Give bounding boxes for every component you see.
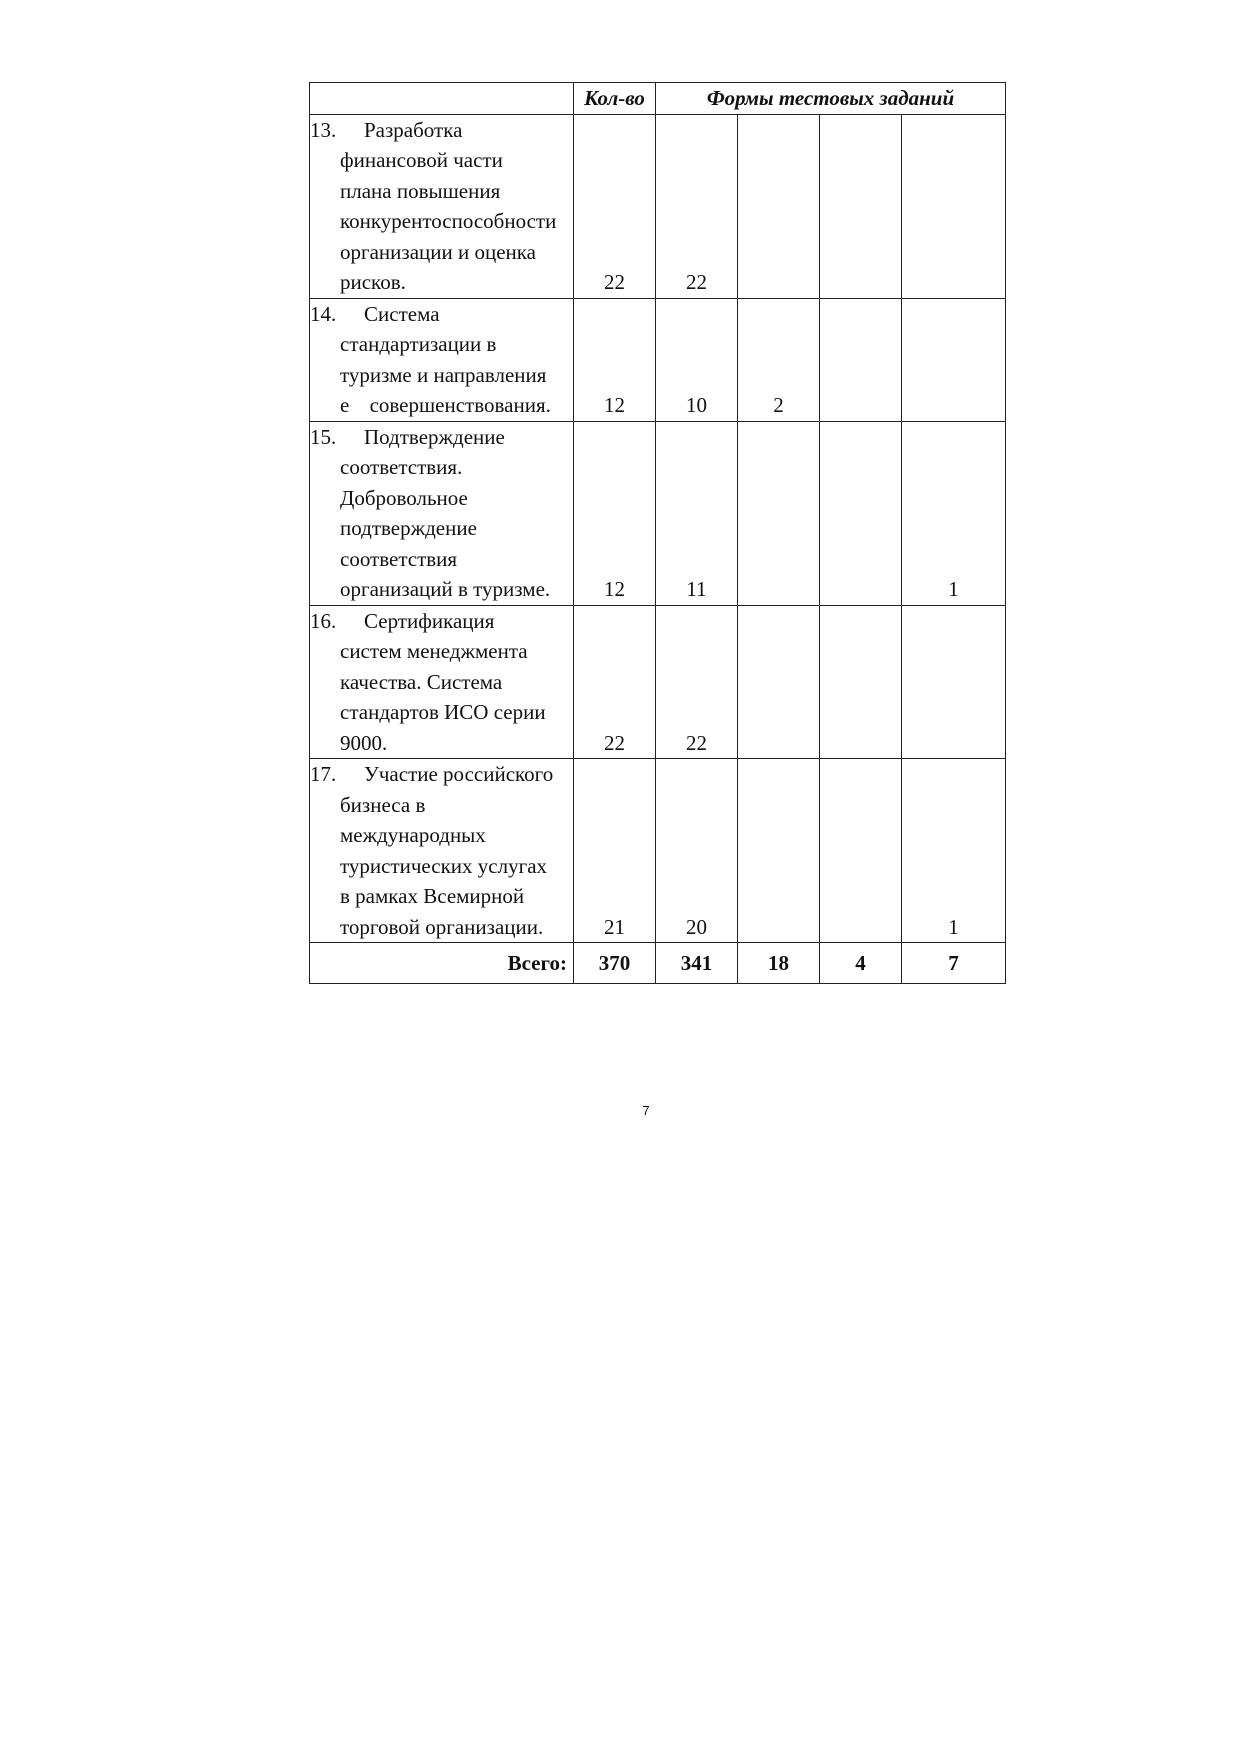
topic-text-line: организации и оценка [340,239,536,264]
total-value-cell: 341 [656,943,738,984]
topic-first-line [310,606,573,637]
value-cell: 12 [574,421,656,605]
value-cell: 20 [656,759,738,943]
topic-text-line: туристических услугах [340,853,548,878]
topic-number: 16. [310,608,337,633]
total-row [310,943,1006,984]
topic-first-word: Система [364,301,440,326]
value-cell [902,298,1006,421]
topic-text-line: торговой организации. [340,914,544,939]
value-cell [820,421,902,605]
value-cell: 2 [738,298,820,421]
test-tasks-table [309,82,1006,984]
topic-first-word: Сертификация [364,608,495,633]
header-qty-cell: Кол-во [574,83,656,115]
value-cell [820,605,902,759]
value-cell [738,759,820,943]
topic-first-line [310,299,573,330]
topic-first-word: Разработка [364,117,463,142]
value-cell: 22 [656,605,738,759]
topic-text-line: качества. Система [340,669,503,694]
topic-number: 14. [310,301,337,326]
total-label: Всего: [310,943,574,984]
topic-text-line: систем менеджмента [340,639,528,663]
value-cell: 1 [902,759,1006,943]
topic-text-line: в рамках Всемирной [340,884,525,908]
value-cell: 10 [656,298,738,421]
value-cell: 12 [574,298,656,421]
topic-cell [310,759,574,943]
page-number: 7 [642,1103,650,1118]
topic-first-word: Участие российского [364,762,554,786]
value-cell [820,759,902,943]
topic-cell [310,114,574,298]
value-cell [820,114,902,298]
topic-text-line: рисков. [340,270,406,294]
value-cell: 11 [656,421,738,605]
topic-first-line [310,759,573,790]
topic-text-line: 9000. [340,730,388,755]
total-value-cell: 7 [902,943,1006,984]
table-row [310,605,1006,759]
table-row [310,759,1006,943]
topic-first-line [310,422,573,453]
total-value-cell: 370 [574,943,656,984]
topic-text-line: организаций в туризме. [340,577,551,601]
topic-text-line: конкурентоспособности [340,209,557,233]
table-body [310,83,1006,984]
value-cell: 1 [902,421,1006,605]
topic-text-line: подтверждение [340,516,477,540]
topic-number: 13. [310,117,337,142]
topic-cell [310,605,574,759]
topic-number: 17. [310,762,337,786]
table-header-row [310,83,1006,115]
topic-cell [310,421,574,605]
total-value-cell: 4 [820,943,902,984]
table-row [310,421,1006,605]
header-forms-cell: Формы тестовых заданий [656,83,1006,115]
value-cell: 22 [574,114,656,298]
value-cell: 21 [574,759,656,943]
topic-text-line: плана повышения [340,178,501,203]
topic-text-line: международных [340,823,486,847]
value-cell [738,605,820,759]
topic-text-line: стандартов ИСО серии [340,700,546,724]
topic-text-line: финансовой части [340,148,503,172]
table-row [310,114,1006,298]
topic-number: 15. [310,424,337,449]
topic-first-word: Подтверждение [364,424,505,449]
topic-text-line: бизнеса в [340,792,426,817]
topic-text-line: соответствия [340,546,458,571]
topic-first-line [310,115,573,146]
value-cell [902,605,1006,759]
topic-cell [310,298,574,421]
value-cell: 22 [574,605,656,759]
topic-text-line: стандартизации в [340,332,497,356]
topic-text-line: туризме и направления [340,362,547,387]
topic-text-line: е совершенствования. [340,393,551,417]
header-blank-cell [310,83,574,115]
value-cell [820,298,902,421]
value-cell: 22 [656,114,738,298]
topic-text-line: Добровольное [340,485,468,510]
topic-text-line: соответствия. [340,455,463,479]
value-cell [902,114,1006,298]
value-cell [738,421,820,605]
value-cell [738,114,820,298]
table-row [310,298,1006,421]
total-value-cell: 18 [738,943,820,984]
